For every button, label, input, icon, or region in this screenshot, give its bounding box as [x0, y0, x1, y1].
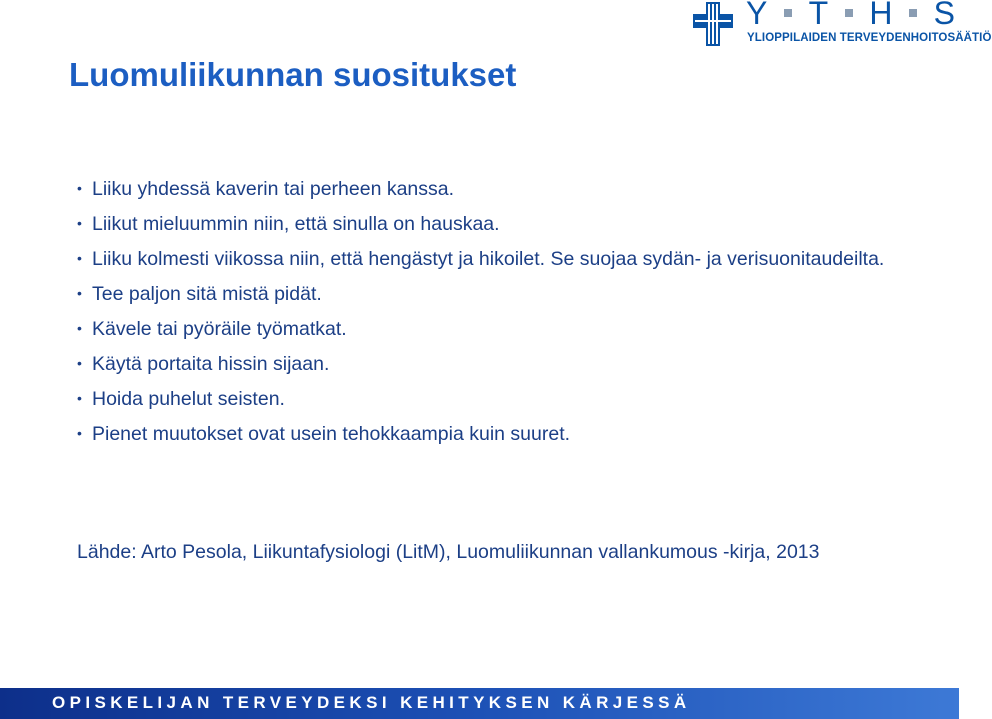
bullet-icon: •	[77, 355, 82, 371]
slide-title: Luomuliikunnan suositukset	[69, 56, 517, 93]
footer-slogan: OPISKELIJAN TERVEYDEKSI KEHITYKSEN KÄRJESSÄ	[52, 693, 691, 712]
footer-banner	[0, 688, 959, 719]
logo-separator	[909, 9, 917, 17]
list-item-text: Pienet muutokset ovat usein tehokkaampia kuin suuret.	[92, 423, 571, 445]
list-item-text: Hoida puhelut seisten.	[92, 388, 285, 410]
logo-letters	[746, 0, 955, 30]
bullet-icon: •	[77, 250, 82, 266]
list-item-text: Liikut mieluummin niin, että sinulla on hauskaa.	[92, 213, 500, 235]
bullet-icon: •	[77, 215, 82, 231]
list-item-text: Liiku kolmesti viikossa niin, että hengästyt ja hikoilet. Se suojaa sydän- ja verisuonitaudeilta.	[92, 248, 885, 270]
list-item-text: Tee paljon sitä mistä pidät.	[92, 283, 322, 305]
logo-letter-y: Y	[746, 0, 768, 31]
recommendation-list	[77, 171, 937, 451]
list-item	[77, 171, 937, 206]
list-item-text: Kävele tai pyöräile työmatkat.	[92, 318, 347, 340]
logo-subtitle: YLIOPPILAIDEN TERVEYDENHOITOSÄÄTIÖ	[747, 32, 992, 44]
list-item	[77, 416, 937, 451]
list-item	[77, 276, 937, 311]
bullet-icon: •	[77, 425, 82, 441]
bullet-icon: •	[77, 390, 82, 406]
logo-letter-t: T	[808, 0, 829, 31]
bullet-icon: •	[77, 320, 82, 336]
logo-letter-s: S	[933, 0, 955, 31]
list-item	[77, 346, 937, 381]
list-item-text: Käytä portaita hissin sijaan.	[92, 353, 330, 375]
logo-separator	[845, 9, 853, 17]
list-item-text: Liiku yhdessä kaverin tai perheen kanssa.	[92, 178, 455, 200]
list-item	[77, 311, 937, 346]
bullet-icon: •	[77, 180, 82, 196]
source-citation: Lähde: Arto Pesola, Liikuntafysiologi (LitM), Luomuliikunnan vallankumous -kirja, 2013	[77, 541, 820, 563]
list-item	[77, 206, 937, 241]
list-item	[77, 381, 937, 416]
logo-letter-h: H	[869, 0, 893, 31]
list-item	[77, 241, 937, 276]
yths-emblem-icon	[693, 2, 733, 46]
yths-logo	[693, 0, 992, 48]
logo-separator	[784, 9, 792, 17]
bullet-icon: •	[77, 285, 82, 301]
